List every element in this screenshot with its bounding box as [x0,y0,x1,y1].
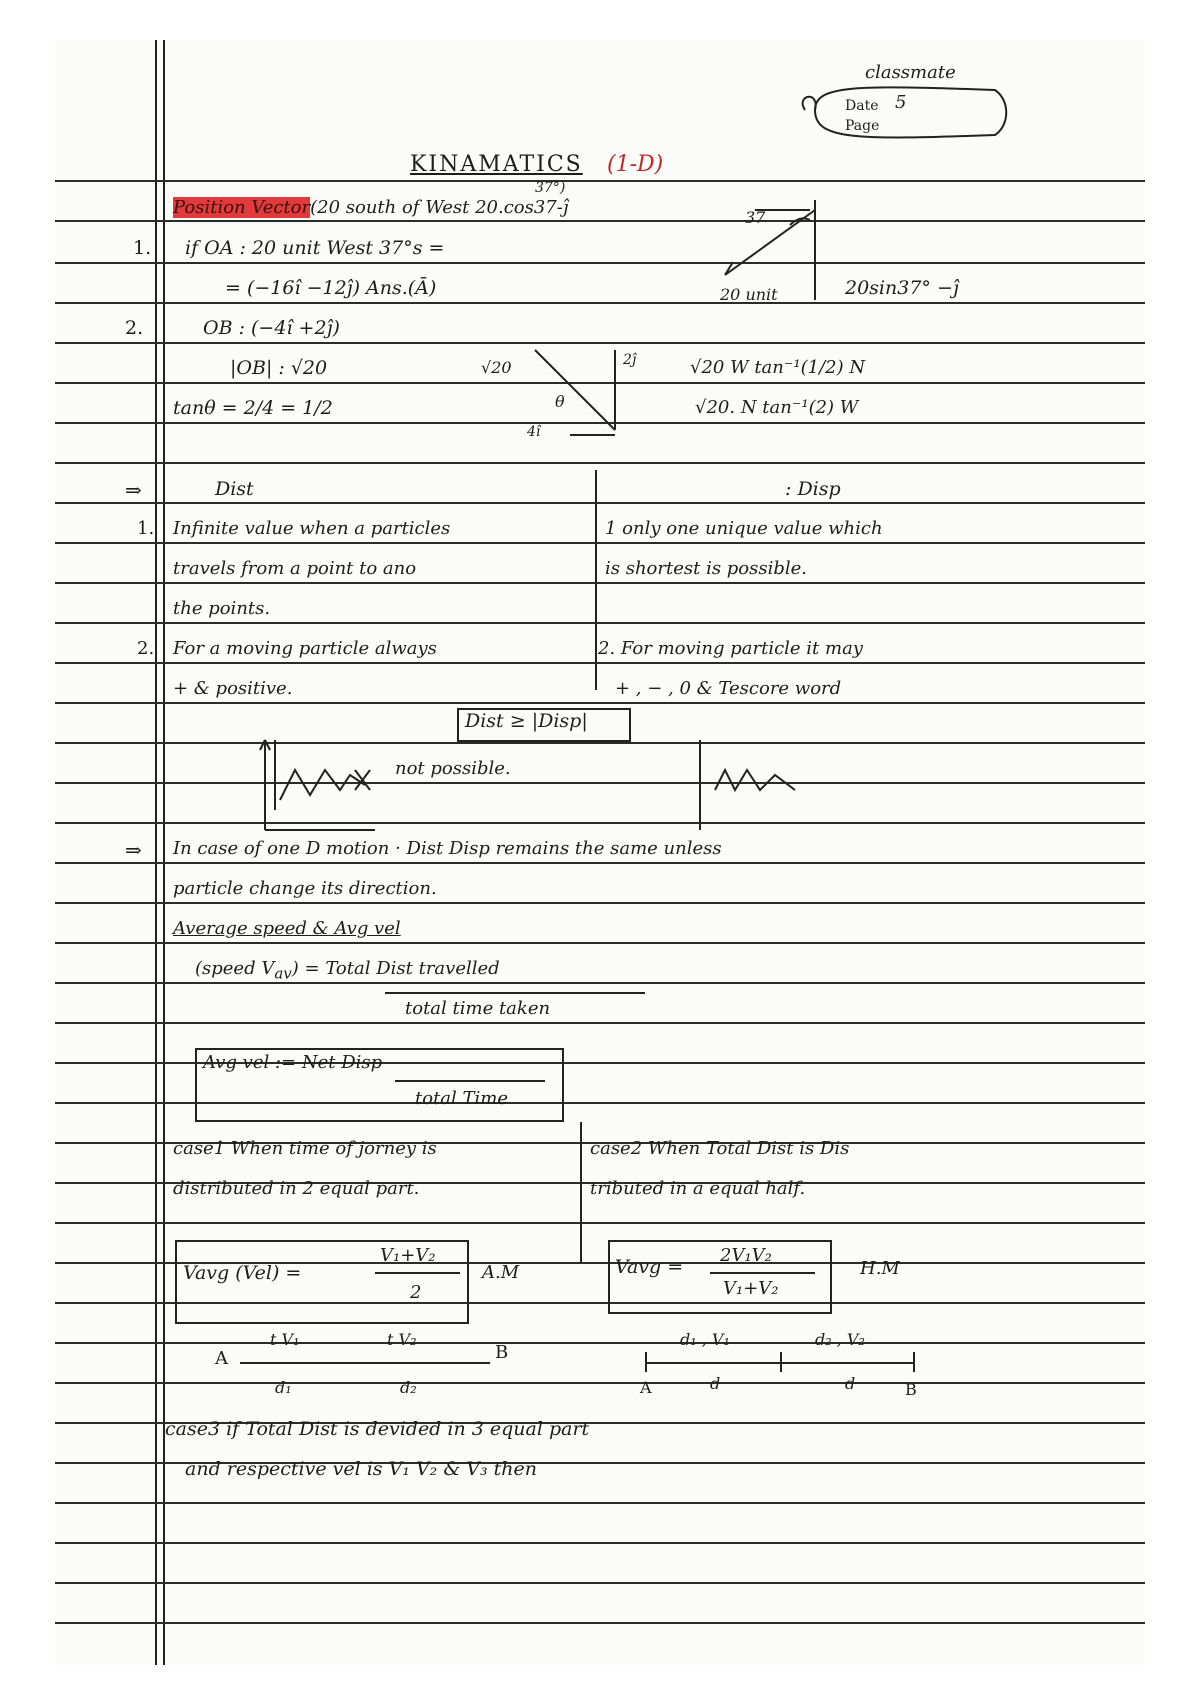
right-line-B: B [905,1380,917,1399]
left-line-A: A [215,1348,228,1369]
ruled-line [55,542,1145,544]
am-tag: A.M [482,1262,520,1283]
row2-dist-line2: + & positive. [173,678,293,699]
brand-name: classmate [865,62,956,83]
q1-diagram-angle: 37 [745,208,766,227]
notebook-page [55,40,1145,1665]
case3-line2: and respective vel is V₁ V₂ & V₃ then [185,1458,538,1480]
q2-diagram-2j: 2ĵ [623,352,637,368]
speed-equation: ) = Total Dist travelled [291,958,500,979]
left-line-B: B [495,1342,509,1363]
position-vector-heading-line [173,197,568,218]
am-numerator: V₁+V₂ [380,1245,436,1266]
angle-note: 37°) [535,180,566,196]
am-lhs: Vavg (Vel) = [183,1262,302,1284]
q2-tan: tanθ = 2/4 = 1/2 [173,397,333,419]
row1-dist-line3: the points. [173,598,271,619]
left-line-d1: d₁ [275,1378,292,1397]
dist-disp-relation: Dist ≥ |Disp| [465,710,588,732]
case1-line2: distributed in 2 equal part. [173,1178,420,1199]
hm-tag: H.M [860,1258,900,1279]
speed-fraction-bar [385,992,645,994]
hm-numerator: 2V₁V₂ [720,1245,772,1266]
disp-heading: : Disp [785,478,841,500]
ruled-line [55,862,1145,864]
ruled-line [55,1622,1145,1624]
left-line-d2: d₂ [400,1378,417,1397]
q1-diagram-label: 20 unit [720,285,778,304]
ruled-line [55,1342,1145,1344]
right-line-v2: d₂ , V₂ [815,1330,865,1349]
ruled-line [55,1382,1145,1384]
ruled-line [55,1542,1145,1544]
q2-result-2: √20. N tan⁻¹(2) W [695,397,859,418]
hm-fraction-bar [710,1272,815,1274]
q2-diagram-sqrt: √20 [481,358,512,377]
ruled-line [55,462,1145,464]
right-line-d: d [710,1374,721,1393]
ruled-line [55,582,1145,584]
am-denominator: 2 [410,1282,422,1303]
row2-disp-line1: 2. For moving particle it may [598,638,863,659]
ruled-line [55,502,1145,504]
q1-number: 1. [133,237,152,259]
q1-answer: = (−16î −12ĵ) Ans.(Ā) [225,277,437,299]
speed-left: (speed V [195,958,275,979]
date-label: Date [845,98,879,114]
ruled-line [55,1582,1145,1584]
speed-subscript: av [274,964,292,983]
q2-number: 2. [125,317,144,339]
tick [645,1352,647,1372]
position-vector-heading: Position Vector [173,197,311,218]
right-line-A: A [640,1378,652,1397]
q1-right-note: 20sin37° −ĵ [845,277,959,299]
q2-result-1: √20 W tan⁻¹(1/2) N [690,357,866,378]
cases-divider [580,1122,582,1262]
tick [913,1352,915,1372]
position-vector-heading-rest: (20 south of West 20.cos37-ĵ [310,197,569,218]
ruled-line [55,942,1145,944]
case2-line1: case2 When Total Dist is Dis [590,1138,850,1159]
right-line-v1: d₁ , V₁ [680,1330,730,1349]
date-value: 5 [895,92,907,113]
ruled-line [55,622,1145,624]
ruled-line [55,302,1145,304]
ruled-line [55,1022,1145,1024]
tick [780,1352,782,1372]
title-tag: (1-D) [607,152,664,177]
row1-disp-line2: is shortest is possible. [605,558,808,579]
ruled-line [55,662,1145,664]
ruled-line [55,262,1145,264]
ruled-line [55,1502,1145,1504]
speed-denominator: total time taken [405,998,551,1019]
hm-denominator: V₁+V₂ [723,1278,779,1299]
row1-dist-line1: Infinite value when a particles [173,518,451,539]
motion-line2: particle change its direction. [173,878,437,899]
ruled-line [55,702,1145,704]
graphs [255,730,815,840]
motion-arrow: ⇒ [125,838,142,862]
row1-disp-line1: 1 only one unique value which [605,518,883,539]
avg-vel-numerator: Avg vel := Net Disp [203,1052,383,1073]
dist-heading: Dist [215,478,254,500]
avg-vel-fraction-bar [395,1080,545,1082]
q2-text: OB : (−4î +2ĵ) [203,317,340,339]
motion-line1: In case of one D motion · Dist Disp remains the same unless [173,838,722,859]
row1-dist-line2: travels from a point to ano [173,558,417,579]
ruled-line [55,180,1145,182]
am-fraction-bar [375,1272,460,1274]
q2-magnitude: |OB| : √20 [230,357,328,379]
left-line-t1: t V₁ [270,1330,300,1349]
ruled-line [55,1222,1145,1224]
ruled-line [55,902,1145,904]
row1-number: 1. [137,518,155,539]
page-title: KINAMATICS [410,152,583,177]
case2-line2: tributed in a equal half. [590,1178,806,1199]
avg-vel-denominator: total Time [415,1088,508,1109]
right-line-d2: d [845,1374,856,1393]
row2-number: 2. [137,638,155,659]
left-line-t2: t V₂ [387,1330,417,1349]
case3-line1: case3 if Total Dist is devided in 3 equal part [165,1418,590,1440]
graph-note: not possible. [395,758,511,779]
brand-logo [795,60,1015,150]
row2-dist-line1: For a moving particle always [173,638,437,659]
page-label: Page [845,118,880,134]
comparison-divider [595,470,597,690]
hm-lhs: Vavg = [615,1256,684,1278]
q2-diagram-4i: 4î [527,424,541,440]
comparison-arrow: ⇒ [125,478,142,502]
case1-line1: case1 When time of jorney is [173,1138,437,1159]
speed-formula-line [195,958,500,983]
q1-text: if OA : 20 unit West 37°s = [185,237,445,259]
q2-diagram-theta: θ [555,392,565,411]
avg-heading: Average speed & Avg vel [173,918,401,939]
ruled-line [55,220,1145,222]
left-number-line [240,1362,490,1364]
row2-disp-line2: + , − , 0 & Tescore word [615,678,842,699]
